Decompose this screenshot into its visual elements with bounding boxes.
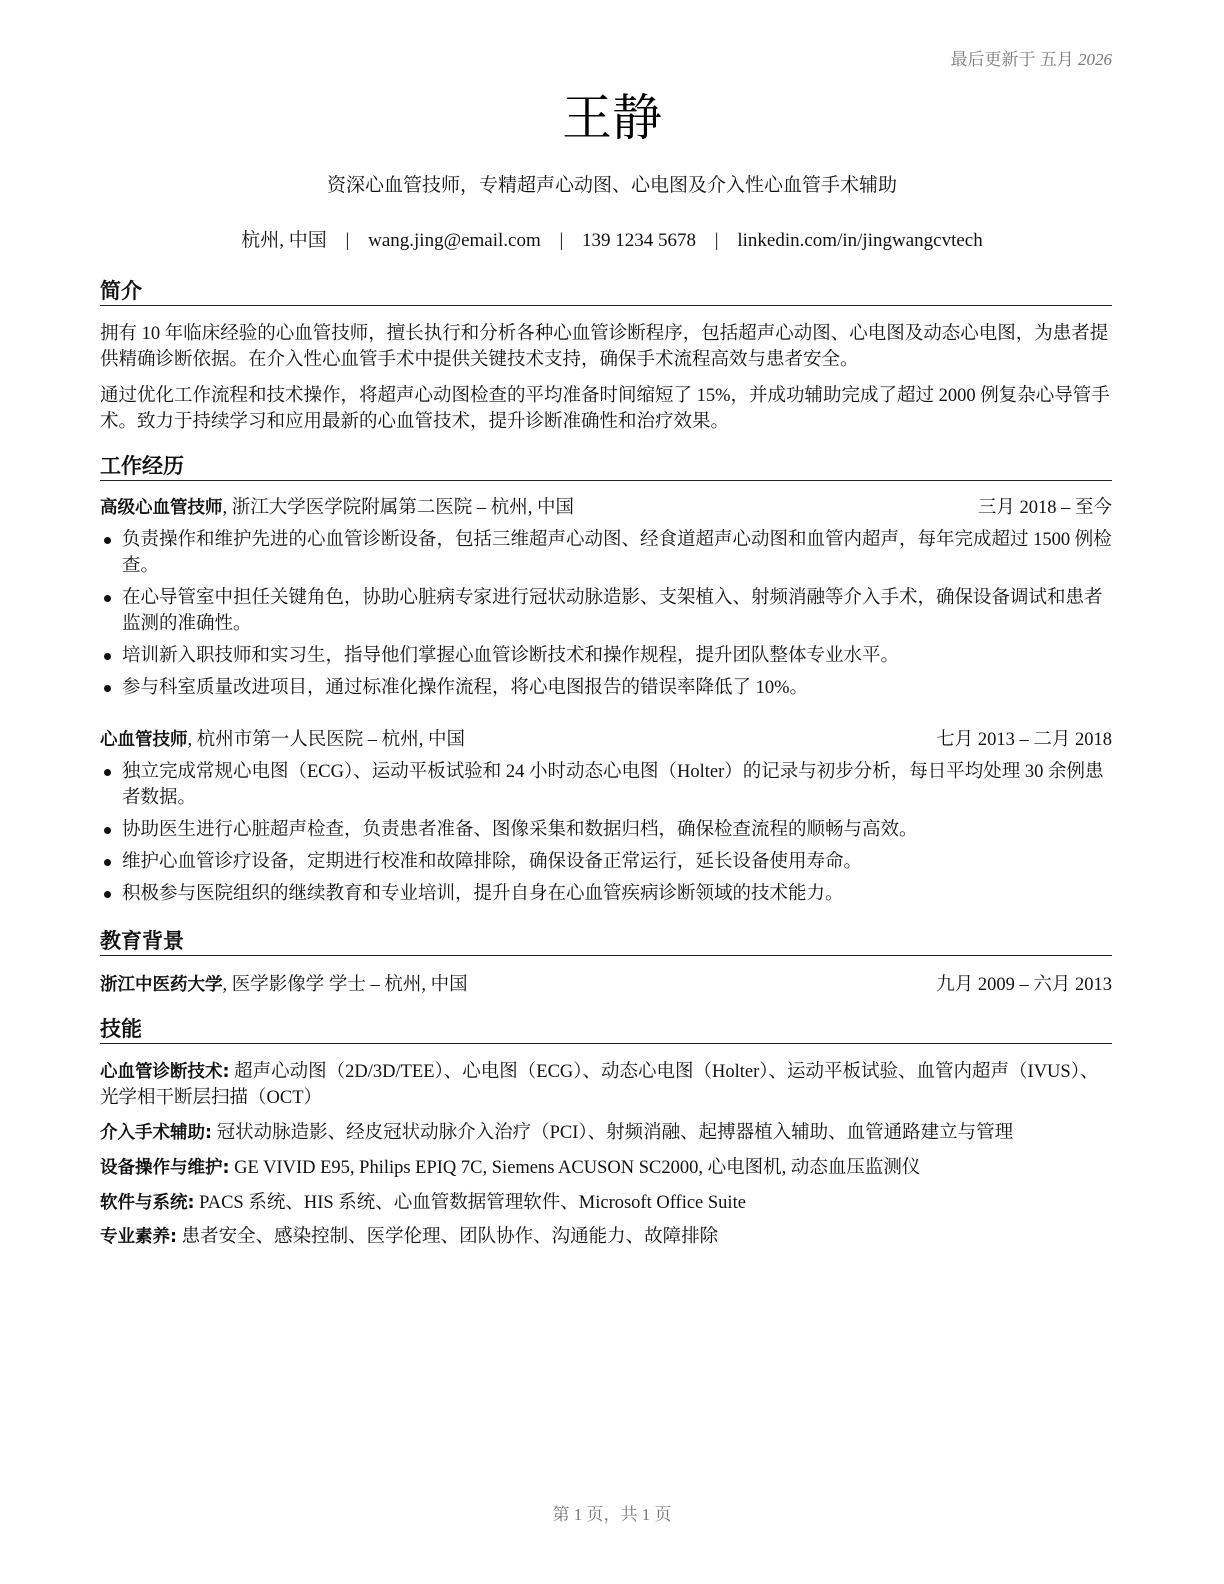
tagline: 资深心血管技师，专精超声心动图、心电图及介入性心血管手术辅助 xyxy=(326,175,897,196)
list-item: 独立完成常规心电图（ECG）、运动平板试验和 24 小时动态心电图（Holter）的记录与初步分析，每日平均处理 30 余例患者数据。 xyxy=(100,759,1112,811)
list-item: 培训新入职技师和实习生，指导他们掌握心血管诊断技术和操作规程，提升团队整体专业水平。 xyxy=(100,643,1112,669)
person-name: 王静 xyxy=(562,89,662,147)
skill-row xyxy=(100,1120,1112,1146)
last-updated-label: 最后更新于 五月 xyxy=(950,50,1074,69)
skill-label: 专业素养: xyxy=(100,1227,177,1247)
education-school: 浙江中医药大学 xyxy=(100,975,223,995)
skill-value: 冠状动脉造影、经皮冠状动脉介入治疗（PCI）、射频消融、起搏器植入辅助、血管通路建立与管理 xyxy=(212,1123,1014,1143)
list-item: 负责操作和维护先进的心血管诊断设备，包括三维超声心动图、经食道超声心动图和血管内超声，每年完成超过 1500 例检查。 xyxy=(100,527,1112,579)
list-item: 积极参与医院组织的继续教育和专业培训，提升自身在心血管疾病诊断领域的技术能力。 xyxy=(100,881,1112,907)
section-title-experience: 工作经历 xyxy=(100,453,1112,481)
section-title-education: 教育背景 xyxy=(100,928,1112,956)
skill-label: 心血管诊断技术: xyxy=(100,1062,230,1082)
skill-value: PACS 系统、HIS 系统、心血管数据管理软件、Microsoft Office Suite xyxy=(194,1193,746,1213)
skill-label: 介入手术辅助: xyxy=(100,1123,212,1143)
skill-row xyxy=(100,1190,1112,1216)
last-updated xyxy=(951,45,1113,70)
education-dates: 九月 2009 – 六月 2013 xyxy=(936,975,1112,995)
skill-value: 超声心动图（2D/3D/TEE）、心电图（ECG）、动态心电图（Holter）、运动平板试验、血管内超声（IVUS）、光学相干断层扫描（OCT） xyxy=(100,1062,1099,1108)
education-detail: , 医学影像学 学士 – 杭州, 中国 xyxy=(222,975,468,995)
list-item: 参与科室质量改进项目，通过标准化操作流程，将心电图报告的错误率降低了 10%。 xyxy=(100,675,1112,701)
contact-separator: | xyxy=(559,230,564,251)
job-org: , 杭州市第一人民医院 – 杭州, 中国 xyxy=(187,730,466,750)
contact-phone: 139 1234 5678 xyxy=(582,230,697,251)
contact-linkedin[interactable]: linkedin.com/in/jingwangcvtech xyxy=(737,230,983,251)
skill-label: 软件与系统: xyxy=(100,1193,195,1213)
contact-line xyxy=(0,225,1224,252)
job-header xyxy=(100,495,1112,521)
job-role: 心血管技师 xyxy=(100,730,188,750)
job-org: , 浙江大学医学院附属第二医院 – 杭州, 中国 xyxy=(222,498,575,518)
list-item: 在心导管室中担任关键角色，协助心脏病专家进行冠状动脉造影、支架植入、射频消融等介入手术，确保设备调试和患者监测的准确性。 xyxy=(100,585,1112,637)
job-role: 高级心血管技师 xyxy=(100,498,223,518)
list-item: 协助医生进行心脏超声检查，负责患者准备、图像采集和数据归档，确保检查流程的顺畅与高效。 xyxy=(100,817,1112,843)
skill-value: GE VIVID E95, Philips EPIQ 7C, Siemens ACUSON SC2000, 心电图机, 动态血压监测仪 xyxy=(229,1158,921,1178)
last-updated-year: 2026 xyxy=(1078,50,1112,69)
section-title-summary: 简介 xyxy=(100,278,1112,306)
job-title-line xyxy=(100,495,574,521)
education-line xyxy=(100,972,468,998)
contact-separator: | xyxy=(345,230,350,251)
job-header xyxy=(100,727,1112,753)
job-bullets xyxy=(100,759,1112,913)
skill-label: 设备操作与维护: xyxy=(100,1158,230,1178)
job-dates: 七月 2013 – 二月 2018 xyxy=(936,730,1112,750)
summary-paragraph: 通过优化工作流程和技术操作，将超声心动图检查的平均准备时间缩短了 15%，并成功辅助完成了超过 2000 例复杂心导管手术。致力于持续学习和应用最新的心血管技术，提升诊断准确性和治疗效果。 xyxy=(100,386,1110,432)
contact-email[interactable]: wang.jing@email.com xyxy=(368,230,541,251)
section-title-skills: 技能 xyxy=(100,1016,1112,1044)
job-bullets xyxy=(100,527,1112,707)
skill-row xyxy=(100,1155,1112,1181)
list-item: 维护心血管诊疗设备，定期进行校准和故障排除，确保设备正常运行，延长设备使用寿命。 xyxy=(100,849,1112,875)
summary-paragraph: 拥有 10 年临床经验的心血管技师，擅长执行和分析各种心血管诊断程序，包括超声心动图、心电图及动态心电图，为患者提供精确诊断依据。在介入性心血管手术中提供关键技术支持，确保手术流程高效与患者安全。 xyxy=(100,324,1109,370)
skill-row xyxy=(100,1059,1112,1111)
contact-separator: | xyxy=(714,230,719,251)
skill-value: 患者安全、感染控制、医学伦理、团队协作、沟通能力、故障排除 xyxy=(177,1227,719,1247)
page-number: 第 1 页，共 1 页 xyxy=(552,1505,672,1524)
contact-location: 杭州, 中国 xyxy=(241,230,327,251)
skill-row xyxy=(100,1224,1112,1250)
job-dates: 三月 2018 – 至今 xyxy=(977,498,1112,518)
education-entry xyxy=(100,972,1112,998)
job-title-line xyxy=(100,727,465,753)
